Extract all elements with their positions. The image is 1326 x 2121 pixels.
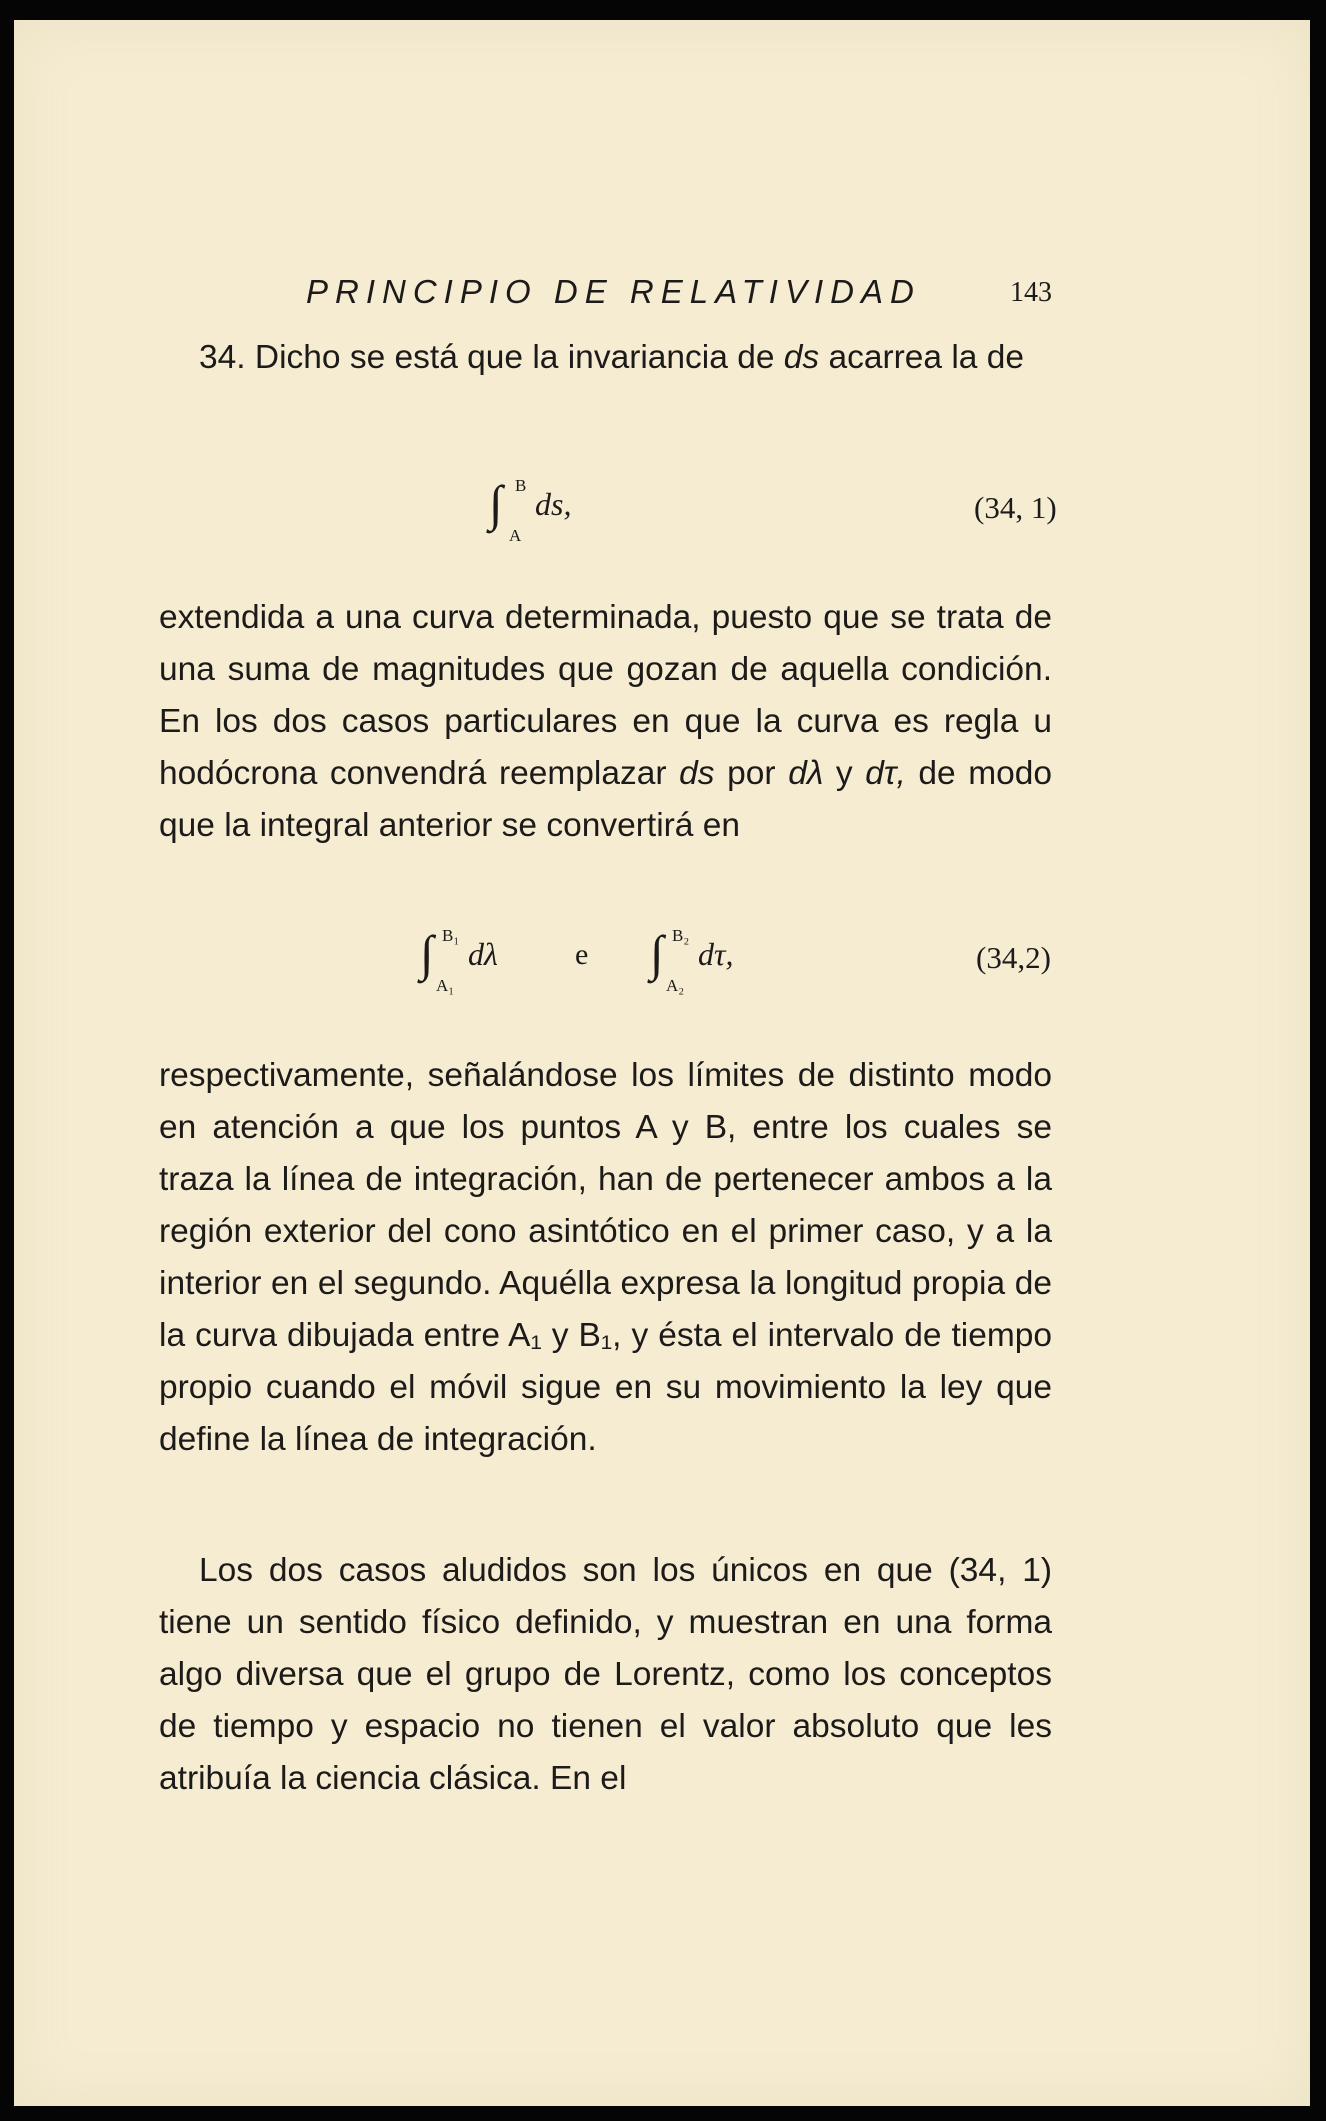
equation-34-2 bbox=[420, 920, 900, 1010]
upper-limit-2: B₂ bbox=[672, 926, 690, 945]
section-number: 34. bbox=[199, 339, 246, 376]
conjunction: e bbox=[575, 938, 589, 971]
upper-limit-1: B₁ bbox=[442, 926, 460, 945]
para2-mid2: y bbox=[835, 755, 853, 792]
equation-label-34-2: (34,2) bbox=[976, 940, 1051, 975]
para3-text: respectivamente, señalándose los límites de distinto modo en atención a que los puntos A y B, entre los cuales se traza la línea de integración, han de pertenecer ambos a la región exterior del cono asintótico en el primer caso, y a la interior en el segundo. Aquélla expresa la longitud propia de la curva dibujada entre A₁ y B₁, y ésta el intervalo de tiempo propio cuando el móvil sigue en su movimiento la ley que define la línea de integración. bbox=[159, 1057, 1052, 1458]
page-number: 143 bbox=[1010, 277, 1052, 308]
math-ds: ds bbox=[783, 339, 820, 376]
para2-pre: extendida a una curva determinada, puesto que se trata de una suma de magnitudes que gozan de aquella condición. En los dos casos particulares en que la curva es regla u hodócrona convendrá reemplazar bbox=[159, 599, 1052, 792]
book-page bbox=[14, 20, 1310, 2106]
para1-post: acarrea la de bbox=[828, 339, 1025, 376]
paragraph-los-dos-casos bbox=[159, 1545, 1052, 1805]
running-title: PRINCIPIO DE RELATIVIDAD bbox=[306, 273, 921, 310]
integral-sign: ∫ bbox=[489, 475, 503, 531]
lower-limit-2: A₂ bbox=[666, 976, 685, 995]
para2-post: de modo que la integral anterior se convertirá en bbox=[159, 755, 1053, 844]
paragraph-respectivamente bbox=[159, 1050, 1052, 1466]
page-header bbox=[306, 265, 1052, 315]
integrand: ds, bbox=[535, 486, 572, 522]
math-ds-2: ds bbox=[679, 755, 715, 792]
integrand-1: dλ bbox=[468, 936, 498, 972]
para2-mid1: por bbox=[727, 755, 776, 792]
paragraph-extendida bbox=[159, 592, 1052, 852]
lower-limit-1: A₁ bbox=[436, 976, 455, 995]
para4-text: Los dos casos aludidos son los únicos en que (34, 1) tiene un sentido físico definido, y muestran en una forma algo diversa que el grupo de Lorentz, como los conceptos de tiempo y espacio no tienen el valor absoluto que les atribuía la ciencia clásica. En el bbox=[159, 1552, 1052, 1797]
math-dtau: dτ, bbox=[865, 755, 906, 792]
integral-sign-1: ∫ bbox=[420, 925, 434, 981]
integrand-2: dτ, bbox=[698, 936, 734, 972]
equation-label-34-1: (34, 1) bbox=[974, 490, 1057, 525]
lower-limit: A bbox=[509, 526, 522, 545]
math-dlambda: dλ bbox=[788, 755, 824, 792]
equation-34-1 bbox=[489, 470, 749, 560]
paragraph-34-intro bbox=[159, 332, 1052, 384]
integral-sign-2: ∫ bbox=[650, 925, 664, 981]
para1-pre: Dicho se está que la invariancia de bbox=[254, 339, 775, 376]
upper-limit: B bbox=[515, 476, 527, 495]
